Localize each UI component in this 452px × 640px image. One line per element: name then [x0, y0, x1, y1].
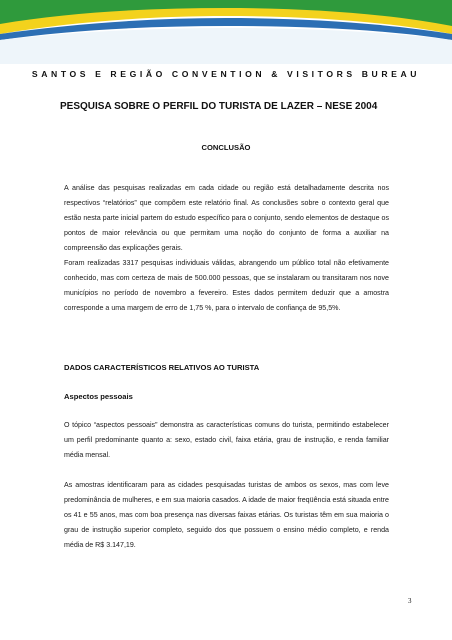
document-title: PESQUISA SOBRE O PERFIL DO TURISTA DE LAZER – NESE 2004	[60, 101, 378, 112]
conclusion-paragraph-2: Foram realizadas 3317 pesquisas individuais válidas, abrangendo um público total não efetivamente conhecido, mas com certeza de mais de 500.000 pessoas, que se instalaram ou transitaram nos nove municípios no período de novembro a fevereiro. Estes dados permitem deduzir que a amostra corresponde a uma margem de erro de 1,75 %, para o intervalo de confiança de 95,5%.	[64, 259, 389, 312]
heading-tourist-characteristics: DADOS CARACTERÍSTICOS RELATIVOS AO TURISTA	[64, 363, 260, 372]
section-title-conclusion: CONCLUSÃO	[201, 143, 251, 152]
subheading-personal-aspects: Aspectos pessoais	[64, 392, 133, 401]
header-banner	[0, 0, 452, 64]
personal-paragraph-2: As amostras identificaram para as cidades pesquisadas turistas de ambos os sexos, mas com leve predominância de mulheres, e em sua maioria casados. A idade de maior freqüência está situada entre os 41 e 55 anos, mas com boa presença nas diversas faixas etárias. Os turistas têm em sua maioria o grau de instrução superior completo, seguido dos que possuem o ensino médio completo, e renda média de R$ 3.147,19.	[64, 481, 389, 549]
conclusion-paragraph-1: A análise das pesquisas realizadas em cada cidade ou região está detalhadamente descrita nos respectivos “relatórios” que compõem este relatório final. As conclusões sobre o contexto geral que estão nesta parte inicial partem do estudo específico para o conjunto, sendo elementos de destaque os pontos de maior relevância ou que permitam uma noção do conjunto de forma a auxiliar na compreensão das explicações gerais.	[64, 184, 389, 252]
page-number: 3	[408, 597, 412, 605]
organization-name: SANTOS E REGIÃO CONVENTION & VISITORS BUREAU	[31, 69, 421, 79]
personal-paragraph-1: O tópico “aspectos pessoais” demonstra as características comuns do turista, permitindo estabelecer um perfil predominante quanto a: sexo, estado civil, faixa etária, grau de instrução, e renda familiar média mensal.	[64, 421, 389, 459]
